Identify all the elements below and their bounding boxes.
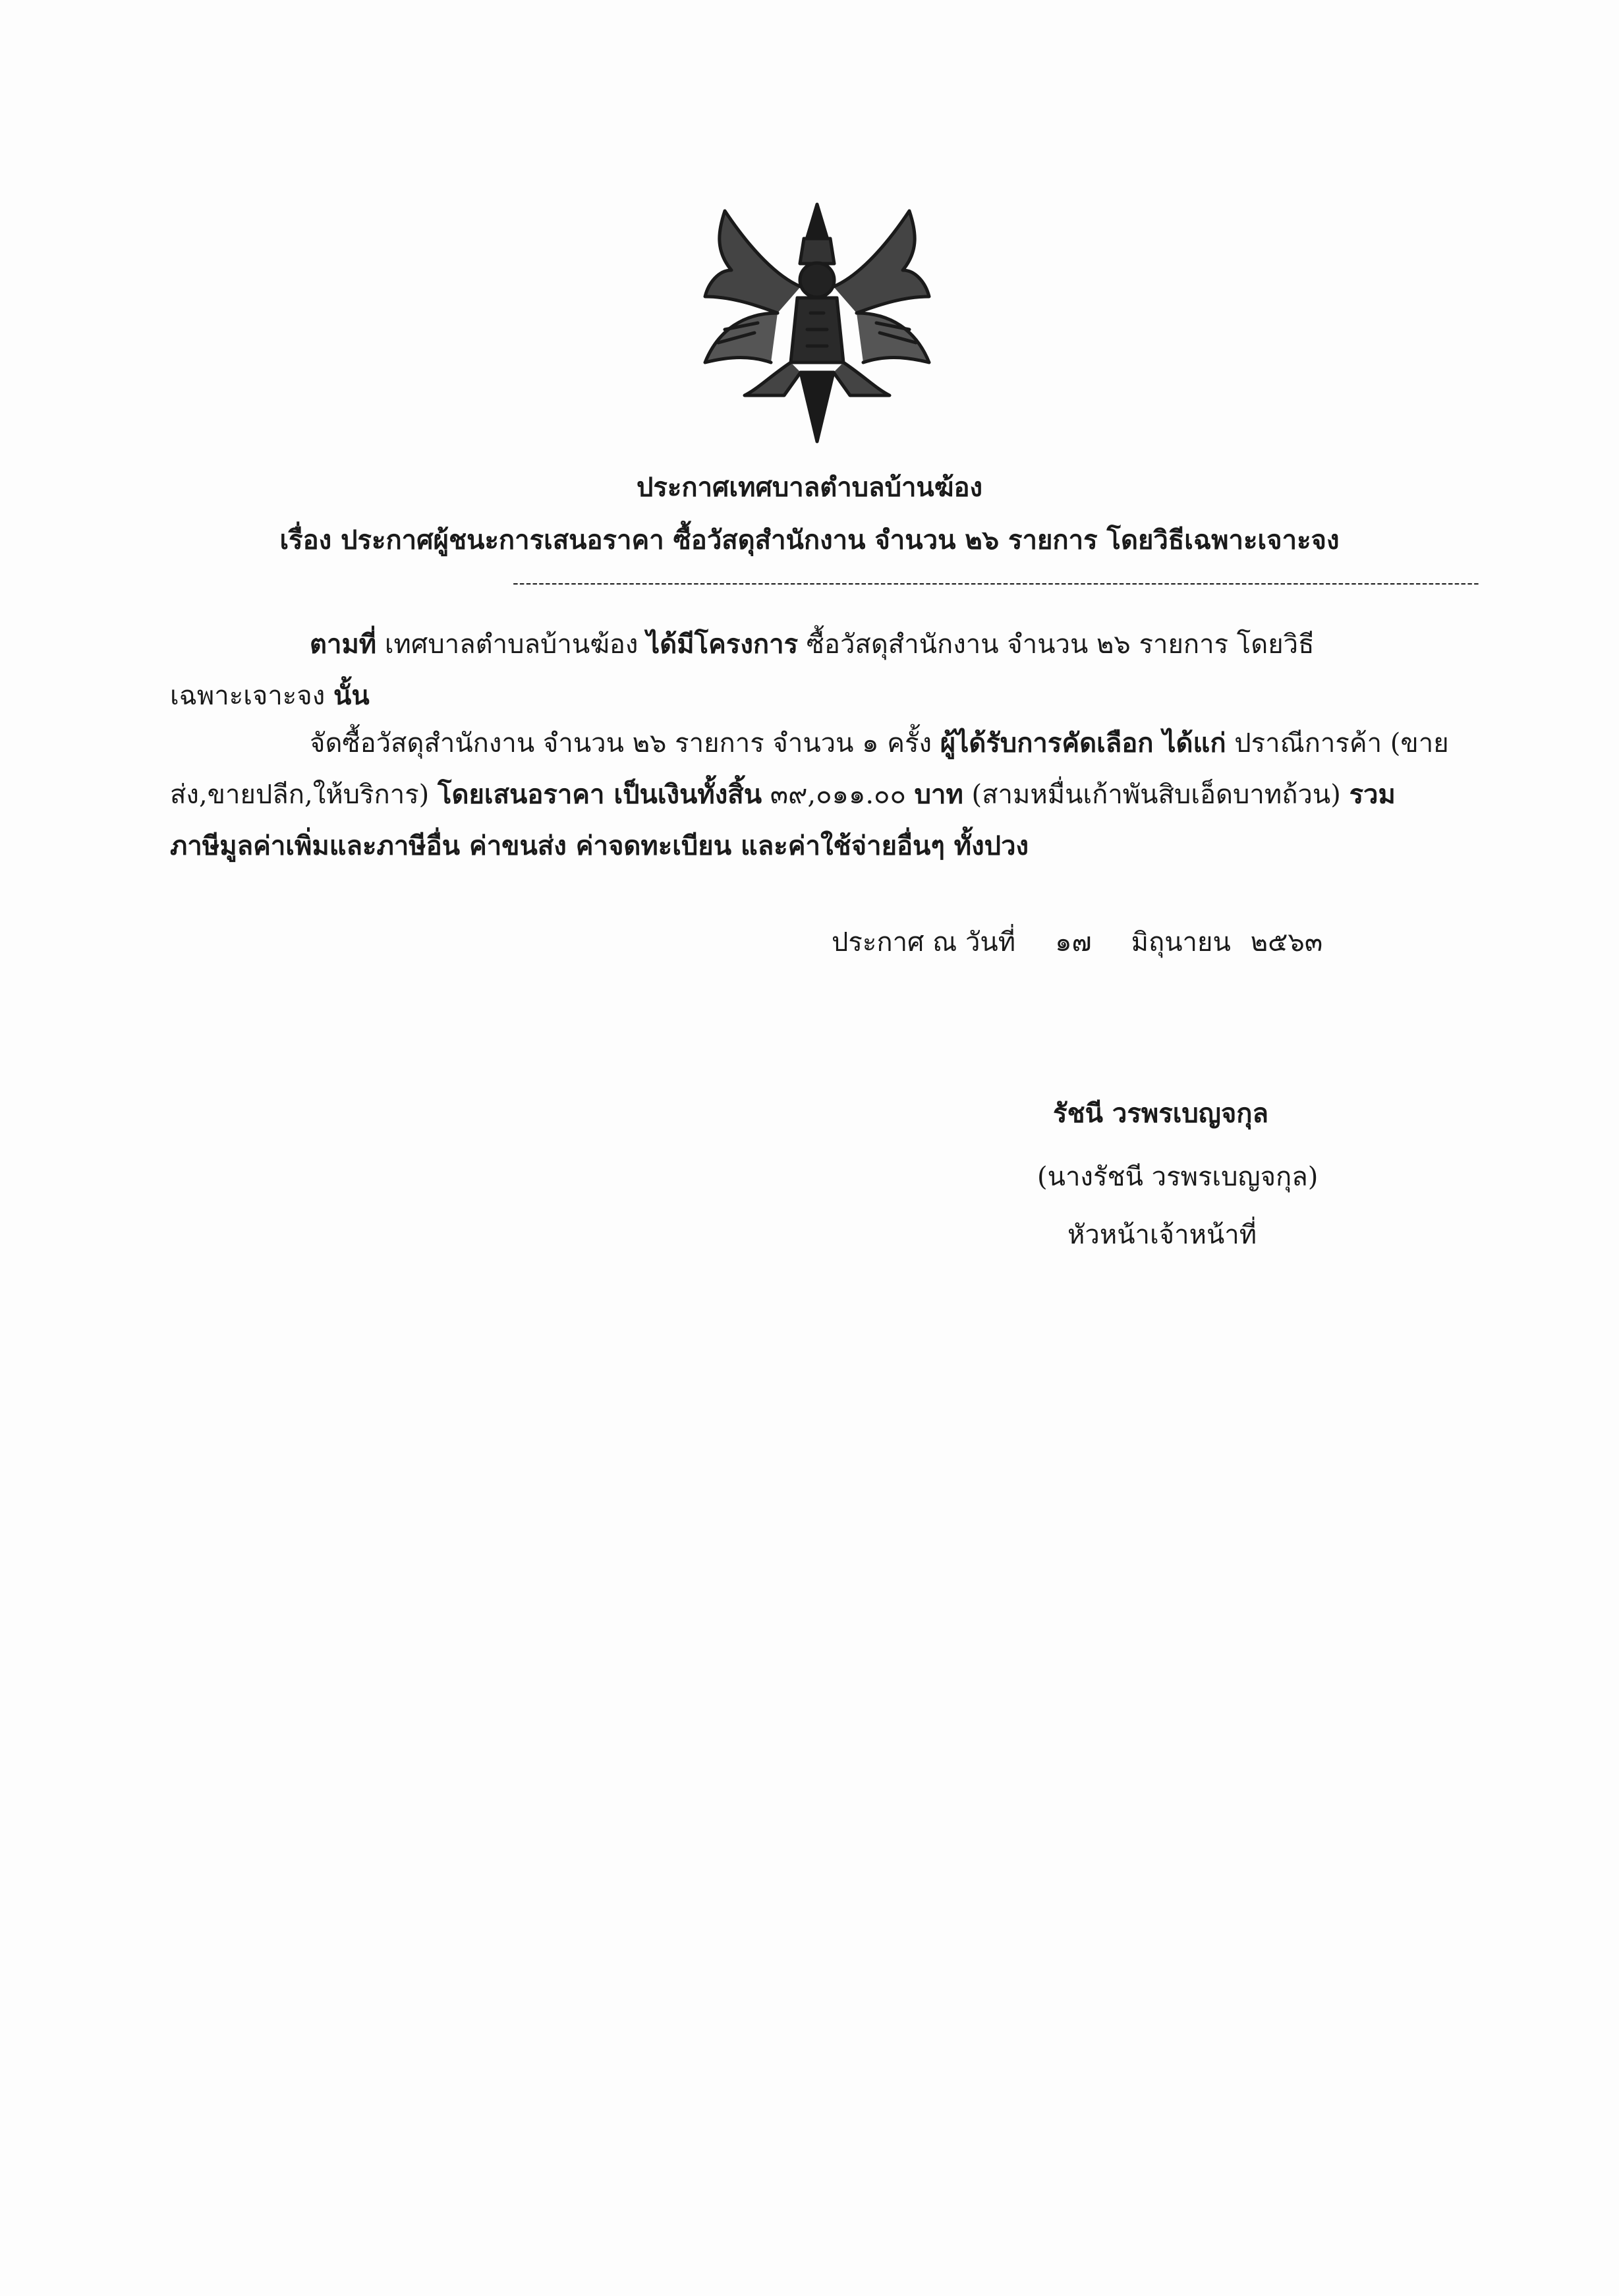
- paragraph-2-bold: ผู้ได้รับการคัดเลือก ได้แก่: [940, 728, 1226, 759]
- paragraph-2-line-3: ภาษีมูลค่าเพิ่มและภาษีอื่น ค่าขนส่ง ค่าจดทะเบียน และค่าใช้จ่ายอื่นๆ ทั้งปวง: [170, 830, 1029, 861]
- announcement-subject: เรื่อง ประกาศผู้ชนะการเสนอราคา ซื้อวัสดุสำนักงาน จำนวน ๒๖ รายการ โดยวิธีเฉพาะเจาะจง: [279, 525, 1340, 556]
- signature-name: รัชนี วรพรเบญจกุล: [1053, 1098, 1269, 1129]
- paragraph-2-text: ปราณีการค้า (ขาย: [1226, 728, 1449, 759]
- signature-full-name: (นางรัชนี วรพรเบญจกุล): [1037, 1162, 1319, 1192]
- paragraph-2-bold: โดยเสนอราคา เป็นเงินทั้งสิ้น: [438, 779, 762, 810]
- paragraph-1-bold: นั้น: [333, 680, 370, 711]
- signature-position: หัวหน้าเจ้าหน้าที่: [1067, 1220, 1257, 1250]
- announcement-date: [832, 923, 1322, 962]
- paragraph-1-bold: ได้มีโครงการ: [646, 629, 799, 660]
- date-month: มิถุนายน: [1131, 927, 1231, 958]
- paragraph-2-bold: บาท: [914, 779, 963, 810]
- paragraph-2-text: (สามหมื่นเก้าพันสิบเอ็ดบาทถ้วน): [963, 780, 1349, 810]
- divider-rule: ------------------------------------------------------------------------------------------------------------------------------------------------------: [513, 573, 1480, 593]
- paragraph-1-line-2: [170, 676, 370, 716]
- paragraph-2-bold: รวม: [1349, 779, 1396, 810]
- paragraph-2-text: จัดซื้อวัสดุสำนักงาน จำนวน ๒๖ รายการ จำนวน ๑ ครั้ง: [310, 728, 940, 759]
- paragraph-1-text: เทศบาลตำบลบ้านฆ้อง: [376, 629, 647, 660]
- paragraph-1-line-1: [310, 625, 1315, 664]
- paragraph-2-text: ส่ง,ขายปลีก,ให้บริการ): [170, 780, 438, 810]
- garuda-emblem-icon: [679, 198, 955, 448]
- paragraph-2-text: ๓๙,๐๑๑.๐๐: [762, 780, 915, 810]
- announcement-title: ประกาศเทศบาลตำบลบ้านฆ้อง: [637, 472, 982, 503]
- paragraph-2-line-1: [310, 724, 1449, 763]
- date-day: ๑๗: [1055, 927, 1092, 958]
- paragraph-1-text: เฉพาะเจาะจง: [170, 681, 333, 711]
- date-label: ประกาศ ณ วันที่: [832, 927, 1016, 958]
- paragraph-2-line-2: [170, 775, 1396, 815]
- paragraph-1-text: ซื้อวัสดุสำนักงาน จำนวน ๒๖ รายการ โดยวิธี: [798, 629, 1315, 660]
- paragraph-1-bold: ตามที่: [310, 629, 377, 660]
- date-year: ๒๕๖๓: [1250, 927, 1323, 958]
